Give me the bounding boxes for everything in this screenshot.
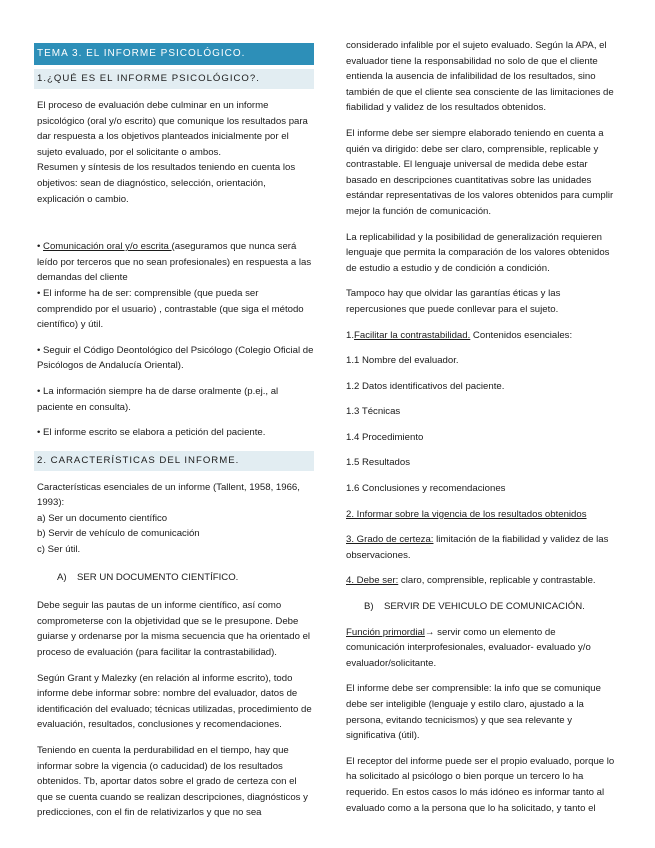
bullet-oral-written: [37, 239, 314, 286]
function-rest-text: → servir como un elemento de comunicación interprofesionales, evaluador- evaluado y/o evaluador/solicitante.: [346, 626, 591, 669]
paragraph-receiver: El receptor del informe puede ser el propio evaluado, porque lo ha solicitado al psicólogo o bien porque un tercero lo ha requerido. En estos casos lo más idóneo es informar tanto al evaluado como a la persona que lo ha solicitado, y tanto el: [346, 755, 615, 814]
paragraph-grant-malezky: Según Grant y Malezky (en relación al informe escrito), todo informe debe informar sobre: nombre del evaluador, datos de identificación del evaluado; técnicas utilizadas, procedimiento de evaluación, resultados, conclusiones y recomendaciones.: [37, 672, 312, 731]
right-column: [346, 38, 616, 826]
characteristic-a: a) Ser un documento científico: [37, 512, 168, 524]
item-certainty: [346, 532, 616, 563]
section-1-heading: 1.¿QUÉ ES EL INFORME PSICOLÓGICO?.: [34, 69, 314, 89]
bullet-oral-information: • La información siempre ha de darse oralmente (p.ej., al paciente en consulta).: [37, 385, 279, 413]
subsection-a-mark: A): [57, 571, 67, 583]
characteristics-intro: Características esenciales de un informe (Tallent, 1958, 1966, 1993):: [37, 481, 300, 509]
subitem-1-4: 1.4 Procedimiento: [346, 431, 424, 443]
item-rest-text: Contenidos esenciales:: [470, 329, 573, 341]
subitem-1-5: 1.5 Resultados: [346, 457, 410, 469]
subitem-1-6: 1.6 Conclusiones y recomendaciones: [346, 483, 506, 495]
bullet-comprehensible: • El informe ha de ser: comprensible (que pueda ser comprendido por el usuario) , contrastable (que siga el método científico) y útil.: [37, 287, 304, 331]
subsection-b-title: SERVIR DE VEHICULO DE COMUNICACIÓN.: [384, 601, 585, 613]
spacer: [37, 217, 314, 239]
topic-banner: TEMA 3. EL INFORME PSICOLÓGICO.: [34, 43, 314, 65]
paragraph-comprehensible: El informe debe ser comprensible: la info que se comunique debe ser inteligible (lenguaje y estilo claro, ajustado a la persona, evitando tecnicismos) y que sea relevante y significativa (útil).: [346, 683, 601, 742]
paragraph-apa-infallibility: considerado infalible por el sujeto evaluado. Según la APA, el evaluador tiene la responsabilidad no solo de que el cliente entienda la ausencia de infalibilidad de los resultados, sino también de que el cliente sea consciente de las limitaciones de fiabilidad y validez de los resultados obtenidos.: [346, 40, 614, 114]
subsection-b-heading: [346, 599, 616, 615]
bullet-underlined-text: Comunicación oral y/o escrita: [43, 241, 172, 253]
subsection-a-title: SER UN DOCUMENTO CIENTÍFICO.: [77, 571, 239, 583]
bullet-deontological-code: • Seguir el Código Deontológico del Psicólogo (Colegio Oficial de Psicólogos de Andalucía Oriental).: [37, 344, 314, 372]
paragraph-scientific-guidelines: Debe seguir las pautas de un informe científico, así como comprometerse con la objetividad que se le presupone. Debe guiarse y ordenarse por la misma secuencia que ha orientado el proceso de evaluación (para facilitar la contrastabilidad).: [37, 600, 311, 659]
characteristic-c: c) Ser útil.: [37, 544, 81, 556]
left-column: [37, 43, 314, 831]
subsection-b-mark: B): [364, 601, 374, 613]
item-number: 1.: [346, 329, 355, 341]
function-underlined-text: Función primordial: [346, 626, 425, 638]
intro-paragraph: El proceso de evaluación debe culminar en un informe psicológico (oral y/o escrito) que comunique los resultados para dar respuesta a los objetivos planteados inicialmente por el sujeto evaluado, por el solicitante o ambos.: [37, 100, 308, 158]
item-validity: 2. Informar sobre la vigencia de los resultados obtenidos: [346, 508, 587, 520]
paragraph-replicability: La replicabilidad y la posibilidad de generalización requieren lenguaje que permita la comparación de los valores obtenidos de estudio a estudio y de condición a condición.: [346, 231, 610, 274]
paragraph-primary-function: [346, 625, 616, 672]
bullet-written-request: • El informe escrito se elabora a petición del paciente.: [37, 427, 266, 439]
subitem-1-2: 1.2 Datos identificativos del paciente.: [346, 380, 505, 392]
item-underlined-text: Facilitar la contrastabilidad.: [354, 329, 471, 341]
item-contrastability: [346, 328, 616, 344]
subsection-a-heading: [37, 570, 314, 586]
bullet-rest-text: (aseguramos que nunca será leído por terceros que no sean profesionales) en respuesta a las demandas del cliente: [37, 241, 312, 284]
bullet-mark: •: [37, 241, 44, 253]
subitem-1-1: 1.1 Nombre del evaluador.: [346, 355, 459, 367]
paragraph-audience: El informe debe ser siempre elaborado teniendo en cuenta a quién va dirigido: debe ser claro, comprensible, replicable y contrastable. El lenguaje universal de medida debe estar basado en descripciones cuantitativas sobre las unidades estándar representativas de los valores obtenidos para cumplir mejor la función de comunicación.: [346, 127, 614, 217]
intro-summary-paragraph: Resumen y síntesis de los resultados teniendo en cuenta los objetivos: sean de diagnóstico, selección, orientación, explicación o cambio.: [37, 162, 296, 205]
paragraph-validity-certainty: Teniendo en cuenta la perdurabilidad en el tiempo, hay que informar sobre la vigencia (o caducidad) de los resultados obtenidos. Tb, aportar datos sobre el grado de certeza con el que se cuenta cuando se realizan descripciones, diagnósticos y predicciones, con el fin de relativizarlos y que no sea: [37, 745, 308, 819]
item-rest-text: limitación de la fiabilidad y validez de las observaciones.: [346, 534, 609, 561]
subitem-1-3: 1.3 Técnicas: [346, 406, 401, 418]
item-underlined-text: 3. Grado de certeza:: [346, 534, 434, 546]
item-underlined-text: 4. Debe ser:: [346, 575, 399, 587]
characteristic-b: b) Servir de vehículo de comunicación: [37, 528, 200, 540]
item-must-be: [346, 573, 616, 589]
paragraph-ethics: Tampoco hay que olvidar las garantías éticas y las repercusiones que puede conllevar para el sujeto.: [346, 288, 561, 315]
item-rest-text: claro, comprensible, replicable y contrastable.: [398, 575, 596, 587]
section-2-heading: 2. CARACTERÍSTICAS DEL INFORME.: [34, 451, 314, 471]
